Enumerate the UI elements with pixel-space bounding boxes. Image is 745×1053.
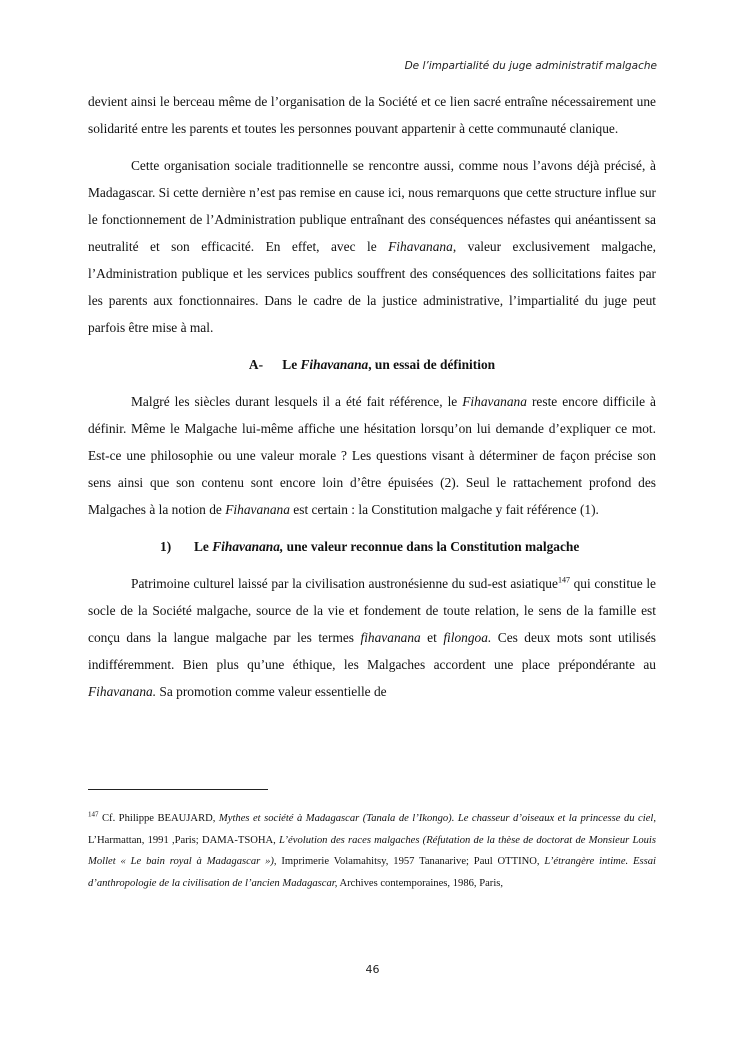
footnote-reference-147[interactable]: 147 [557, 575, 570, 585]
section-heading-1-pre: Le [194, 539, 213, 554]
fihavanana-term: Fihavanana [462, 394, 527, 409]
footnote-text: Archives contemporaines, 1986, Paris, [337, 877, 504, 889]
paragraph-2 [88, 152, 656, 341]
body-text [88, 88, 656, 715]
paragraph-4-text-a: Patrimoine culturel laissé par la civilisation austronésienne du sud-est asiatique [131, 576, 558, 591]
filongoa-term: filongoa. [443, 630, 492, 645]
section-heading-1 [88, 533, 656, 560]
paragraph-4-text-b: qui constitue le socle de la Société malgache, source de la vie et fondement de toute relation, le sens de la famille est conçu dans la langue malgache par les termes [88, 576, 656, 645]
footnote-title: L’évolution des races malgaches (Réfutation de la thèse de doctorat de Monsieur Louis Mollet « Le bain royal à Madagascar »), [88, 834, 657, 867]
fihavanana-term: Fihavanana [225, 502, 290, 517]
paragraph-1: devient ainsi le berceau même de l’organisation de la Société et ce lien sacré entraîne nécessairement une solidarité entre les parents et toutes les personnes pouvant appartenir à cette communauté clanique. [88, 94, 656, 136]
footnote-title: L’étrangère intime. Essai d’anthropologie de la civilisation de l’ancien Madagascar, [88, 856, 656, 889]
footnote-text: Cf. Philippe BEAUJARD, [98, 813, 219, 824]
fihavanana-term: fihavanana [360, 630, 421, 645]
section-heading-a-post: , un essai de définition [368, 357, 496, 372]
paragraph-4-text-c: et [420, 630, 444, 645]
paragraph-4-text-e: Sa promotion comme valeur essentielle de [156, 684, 387, 699]
footnote-separator [88, 789, 268, 790]
page-number: 46 [365, 963, 380, 976]
paragraph-3-text-a: Malgré les siècles durant lesquels il a été fait référence, le [131, 394, 463, 409]
section-heading-a-number: A- [248, 357, 264, 372]
paragraph-4-text-d: Ces deux mots sont utilisés indifféremment. Bien plus qu’une éthique, les Malgaches accordent une place prépondérante au [88, 630, 656, 672]
running-header: De l’impartialité du juge administratif malgache [404, 60, 657, 72]
paragraph-3 [88, 388, 656, 523]
footnote-147 [88, 808, 656, 894]
fihavanana-term: Fihavanana. [88, 684, 157, 699]
paragraph-3-text-c: est certain : la Constitution malgache y fait référence (1). [289, 502, 599, 517]
fihavanana-term: Fihavanana [388, 239, 453, 254]
section-heading-1-number: 1) [160, 539, 172, 554]
section-heading-a-term: Fihavanana [300, 357, 369, 372]
section-heading-1-term: Fihavanana, [212, 539, 284, 554]
section-heading-a-pre: Le [282, 357, 301, 372]
paragraph-2-text-b: , valeur exclusivement malgache, l’Administration publique et les services publics souffrent des conséquences des sollicitations faites par les parents aux fonctionnaires. Dans le cadre de la justice administrative, l’impartialité du juge peut parfois être mise à mal. [88, 239, 656, 335]
paragraph-2-text-a: Cette organisation sociale traditionnelle se rencontre aussi, comme nous l’avons déjà précisé, à Madagascar. Si cette dernière n’est pas remise en cause ici, nous remarquons que cette structure influe sur le fonctionnement de l’Administration publique entraînant des conséquences néfastes qui anéantissent sa neutralité et son efficacité. En effet, avec le [88, 158, 656, 254]
section-heading-1-post: une valeur reconnue dans la Constitution malgache [283, 539, 580, 554]
footnote-text: Imprimerie Volamahitsy, 1957 Tananarive; Paul OTTINO, [276, 856, 545, 867]
footnote-text: , L’Harmattan, 1991 ,Paris; DAMA-TSOHA, [88, 813, 656, 846]
section-heading-a [88, 351, 656, 378]
footnote-title: Mythes et société à Madagascar (Tanala de l’Ikongo). Le chasseur d’oiseaux et la princesse du ciel [218, 813, 654, 824]
paragraph-4 [88, 570, 656, 705]
paragraph-3-text-b: reste encore difficile à définir. Même le Malgache lui-même affiche une hésitation lorsqu’on lui demande d’expliquer ce mot. Est-ce une philosophie ou une valeur morale ? Les questions visant à déterminer de façon précise son sens ainsi que son contenu sont encore loin d’être épuisées (2). Seul le rattachement profond des Malgaches à la notion de [88, 394, 656, 517]
footnote-number: 147 [88, 810, 99, 819]
